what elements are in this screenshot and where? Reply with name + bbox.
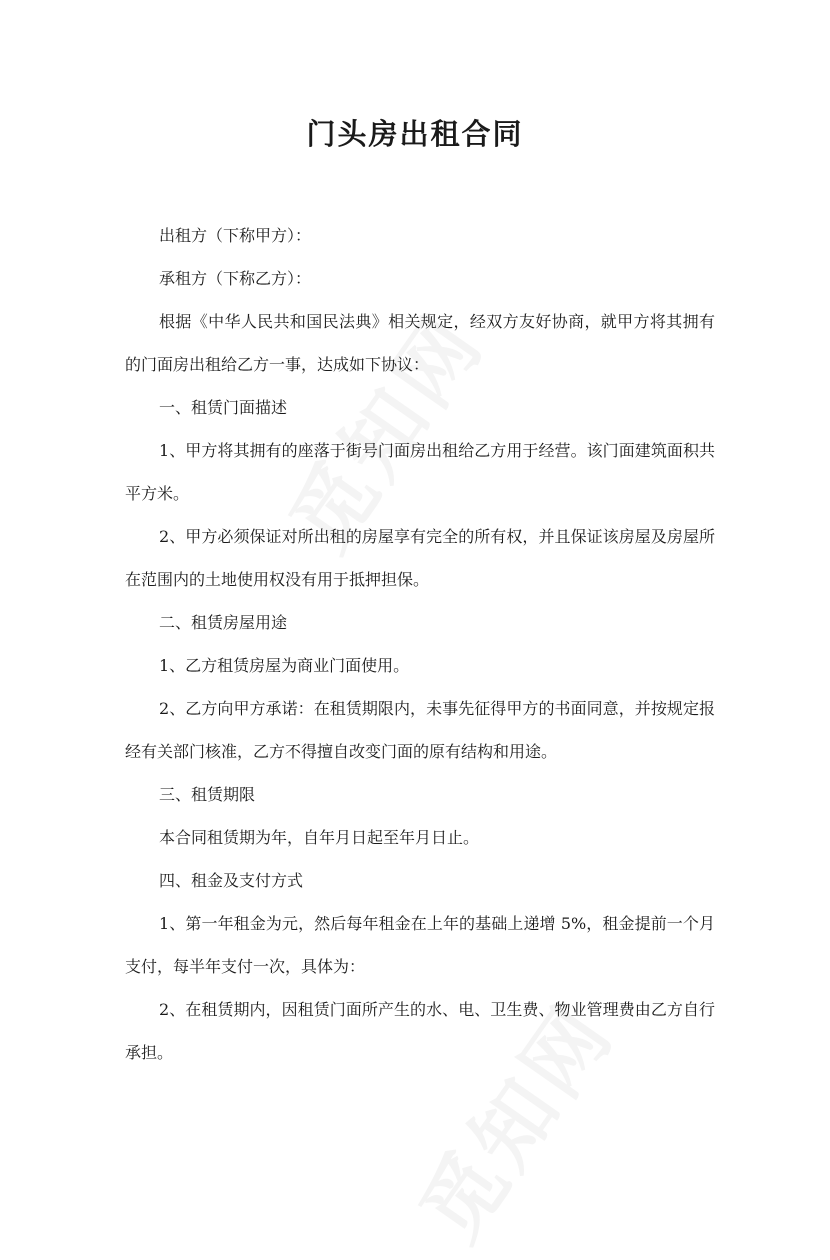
section-heading-4: 四、租金及支付方式 xyxy=(159,871,304,890)
clause-1-2: 2、甲方必须保证对所出租的房屋享有完全的所有权，并且保证该房屋及房屋所在范围内的土地使用权没有用于抵押担保。 xyxy=(125,527,715,589)
clause-4-2: 2、在租赁期内，因租赁门面所产生的水、电、卫生费、物业管理费由乙方自行承担。 xyxy=(125,1000,715,1062)
section-heading-1: 一、租赁门面描述 xyxy=(159,398,288,417)
clause-2-2: 2、乙方向甲方承诺：在租赁期限内，未事先征得甲方的书面同意，并按规定报经有关部门核准，乙方不得擅自改变门面的原有结构和用途。 xyxy=(125,699,715,761)
section-heading-3: 三、租赁期限 xyxy=(159,785,256,804)
clause-3: 本合同租赁期为年，自年月日起至年月日止。 xyxy=(159,828,480,847)
document-body xyxy=(125,214,715,1074)
section-heading-2: 二、租赁房屋用途 xyxy=(159,613,288,632)
clause-2-1: 1、乙方租赁房屋为商业门面使用。 xyxy=(159,656,410,675)
clause-4-1: 1、第一年租金为元，然后每年租金在上年的基础上递增 5%，租金提前一个月支付，每半年支付一次，具体为： xyxy=(125,914,715,976)
document-title: 门头房出租合同 xyxy=(306,117,524,151)
clause-1-1: 1、甲方将其拥有的座落于街号门面房出租给乙方用于经营。该门面建筑面积共平方米。 xyxy=(125,441,715,503)
paragraph-preamble: 根据《中华人民共和国民法典》相关规定，经双方友好协商，就甲方将其拥有的门面房出租给乙方一事，达成如下协议： xyxy=(125,312,715,374)
paragraph-lessee: 承租方（下称乙方）： xyxy=(159,269,312,288)
paragraph-lessor: 出租方（下称甲方）： xyxy=(159,226,312,245)
